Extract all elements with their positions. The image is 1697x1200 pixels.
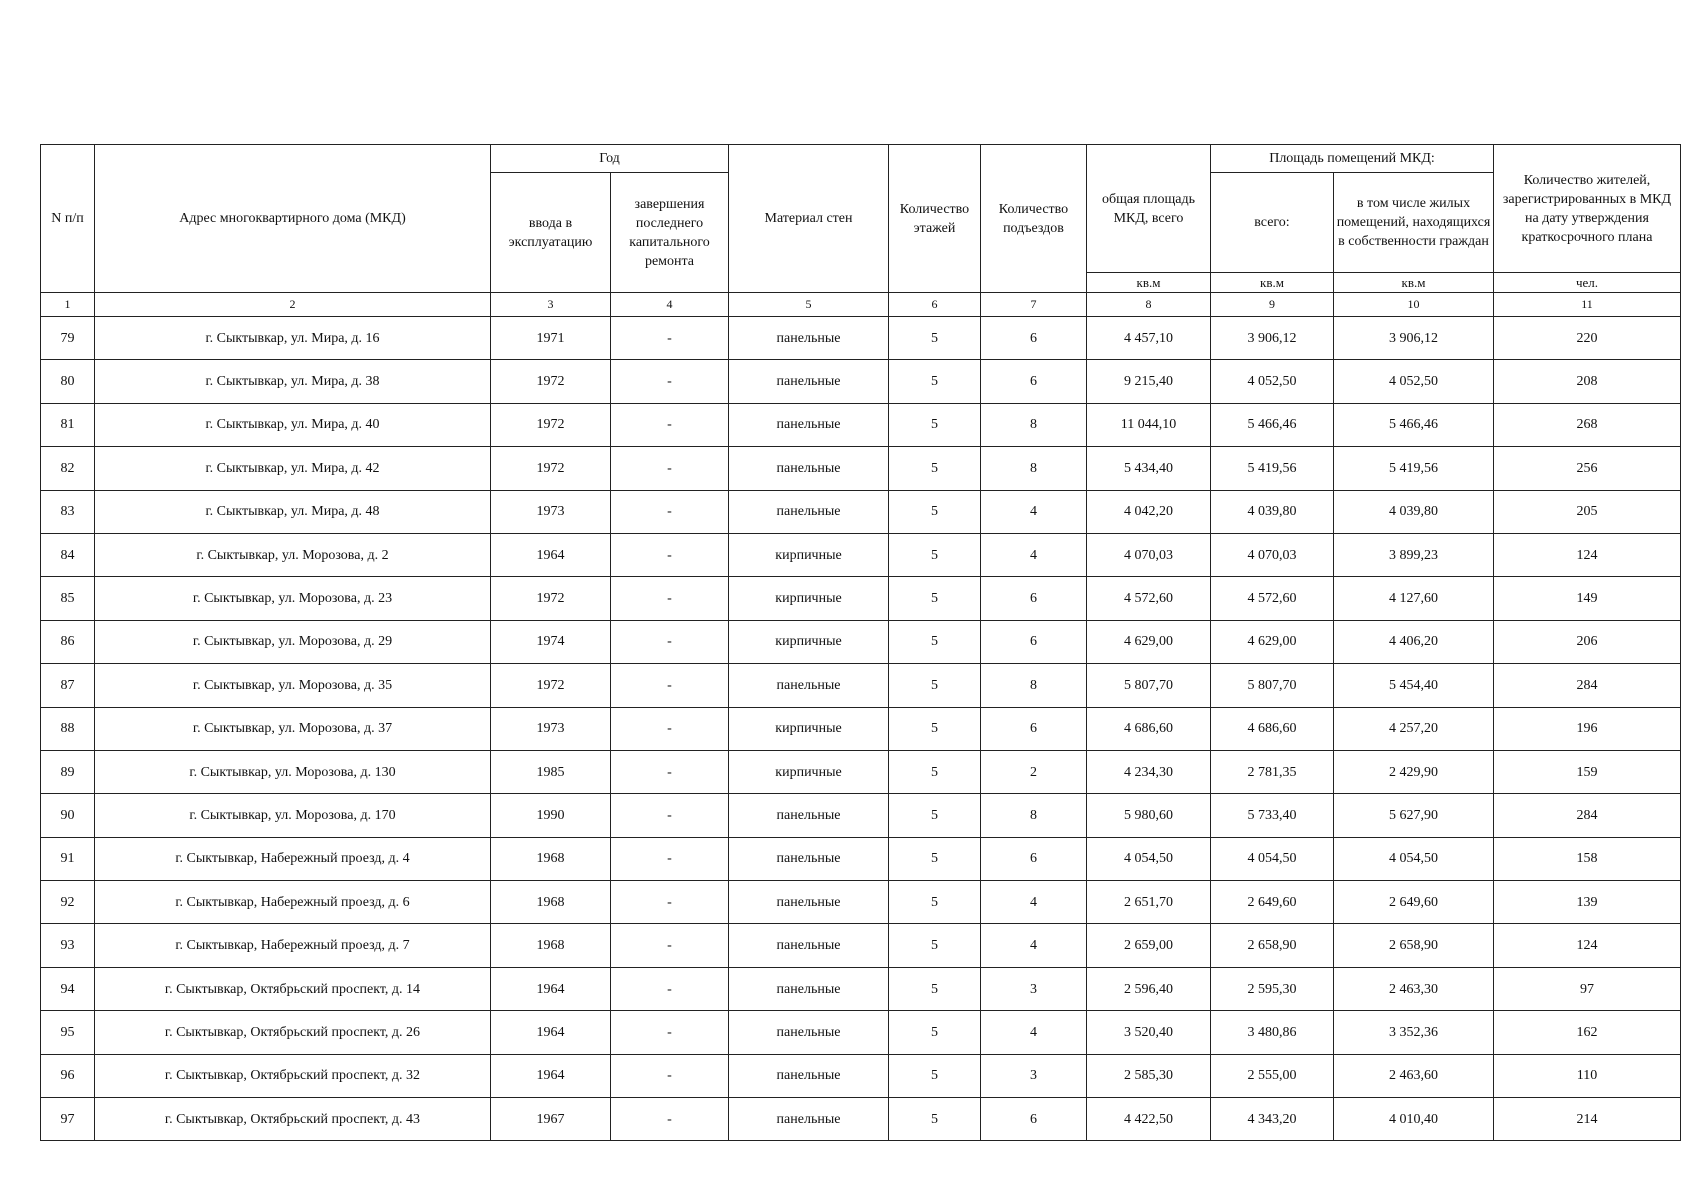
cell-premises-total: 3 480,86 <box>1211 1011 1334 1054</box>
cell-premises-total: 2 658,90 <box>1211 924 1334 967</box>
cell-premises-residential: 3 906,12 <box>1334 317 1494 360</box>
cell-total-area: 4 457,10 <box>1087 317 1211 360</box>
cell-year-commissioned: 1973 <box>491 707 611 750</box>
cell-premises-total: 4 629,00 <box>1211 620 1334 663</box>
cell-address: г. Сыктывкар, ул. Морозова, д. 170 <box>95 794 491 837</box>
cell-wall-material: панельные <box>729 360 889 403</box>
cell-premises-residential: 5 627,90 <box>1334 794 1494 837</box>
cell-entrances: 4 <box>981 533 1087 576</box>
column-number: 5 <box>729 293 889 317</box>
table-row <box>41 1098 1681 1141</box>
column-number: 9 <box>1211 293 1334 317</box>
column-number: 2 <box>95 293 491 317</box>
cell-num: 95 <box>41 1011 95 1054</box>
cell-premises-residential: 2 463,30 <box>1334 967 1494 1010</box>
cell-premises-residential: 4 054,50 <box>1334 837 1494 880</box>
cell-premises-total: 4 052,50 <box>1211 360 1334 403</box>
cell-year-last-repair: - <box>611 881 729 924</box>
cell-total-area: 2 585,30 <box>1087 1054 1211 1097</box>
table-row <box>41 1011 1681 1054</box>
cell-year-last-repair: - <box>611 664 729 707</box>
cell-total-area: 5 980,60 <box>1087 794 1211 837</box>
cell-wall-material: панельные <box>729 447 889 490</box>
cell-entrances: 6 <box>981 360 1087 403</box>
cell-premises-total: 4 054,50 <box>1211 837 1334 880</box>
cell-residents: 159 <box>1494 750 1681 793</box>
table-header <box>41 145 1681 317</box>
cell-wall-material: кирпичные <box>729 577 889 620</box>
cell-total-area: 4 629,00 <box>1087 620 1211 663</box>
cell-total-area: 2 596,40 <box>1087 967 1211 1010</box>
cell-premises-residential: 5 419,56 <box>1334 447 1494 490</box>
cell-floors: 5 <box>889 881 981 924</box>
cell-residents: 196 <box>1494 707 1681 750</box>
cell-num: 81 <box>41 403 95 446</box>
cell-floors: 5 <box>889 360 981 403</box>
cell-floors: 5 <box>889 794 981 837</box>
table-row <box>41 1054 1681 1097</box>
cell-address: г. Сыктывкар, ул. Морозова, д. 37 <box>95 707 491 750</box>
header-address: Адрес многоквартирного дома (МКД) <box>95 145 491 293</box>
cell-total-area: 4 422,50 <box>1087 1098 1211 1141</box>
cell-total-area: 11 044,10 <box>1087 403 1211 446</box>
cell-floors: 5 <box>889 533 981 576</box>
cell-floors: 5 <box>889 490 981 533</box>
header-floors: Количество этажей <box>889 145 981 293</box>
cell-premises-residential: 5 454,40 <box>1334 664 1494 707</box>
cell-year-last-repair: - <box>611 533 729 576</box>
table-row <box>41 924 1681 967</box>
cell-year-last-repair: - <box>611 577 729 620</box>
cell-premises-total: 3 906,12 <box>1211 317 1334 360</box>
cell-address: г. Сыктывкар, Октябрьский проспект, д. 43 <box>95 1098 491 1141</box>
cell-address: г. Сыктывкар, Октябрьский проспект, д. 14 <box>95 967 491 1010</box>
cell-total-area: 4 042,20 <box>1087 490 1211 533</box>
header-residents: Количество жителей, зарегистрированных в МКД на дату утверждения краткосрочного плана <box>1494 145 1681 273</box>
cell-address: г. Сыктывкар, ул. Морозова, д. 130 <box>95 750 491 793</box>
cell-year-commissioned: 1964 <box>491 1011 611 1054</box>
cell-num: 82 <box>41 447 95 490</box>
header-total-area: общая площадь МКД, всего <box>1087 145 1211 273</box>
table-row <box>41 490 1681 533</box>
cell-entrances: 8 <box>981 447 1087 490</box>
header-year-group: Год <box>491 145 729 173</box>
cell-residents: 214 <box>1494 1098 1681 1141</box>
cell-premises-total: 4 686,60 <box>1211 707 1334 750</box>
column-number: 1 <box>41 293 95 317</box>
cell-total-area: 2 651,70 <box>1087 881 1211 924</box>
table-row <box>41 794 1681 837</box>
cell-floors: 5 <box>889 924 981 967</box>
cell-year-last-repair: - <box>611 360 729 403</box>
cell-num: 94 <box>41 967 95 1010</box>
cell-address: г. Сыктывкар, ул. Мира, д. 16 <box>95 317 491 360</box>
cell-total-area: 5 807,70 <box>1087 664 1211 707</box>
cell-wall-material: панельные <box>729 1011 889 1054</box>
cell-premises-total: 4 572,60 <box>1211 577 1334 620</box>
cell-wall-material: панельные <box>729 490 889 533</box>
cell-floors: 5 <box>889 317 981 360</box>
cell-wall-material: панельные <box>729 664 889 707</box>
table-row <box>41 881 1681 924</box>
cell-entrances: 3 <box>981 967 1087 1010</box>
cell-year-commissioned: 1964 <box>491 533 611 576</box>
header-num: N п/п <box>41 145 95 293</box>
cell-residents: 206 <box>1494 620 1681 663</box>
cell-num: 91 <box>41 837 95 880</box>
cell-num: 88 <box>41 707 95 750</box>
unit-premises-total: кв.м <box>1211 273 1334 293</box>
cell-residents: 268 <box>1494 403 1681 446</box>
column-number: 8 <box>1087 293 1211 317</box>
housing-register-table <box>40 144 1681 1141</box>
cell-num: 90 <box>41 794 95 837</box>
cell-year-commissioned: 1972 <box>491 403 611 446</box>
cell-residents: 110 <box>1494 1054 1681 1097</box>
cell-wall-material: панельные <box>729 881 889 924</box>
cell-premises-residential: 4 257,20 <box>1334 707 1494 750</box>
cell-address: г. Сыктывкар, ул. Морозова, д. 35 <box>95 664 491 707</box>
cell-year-commissioned: 1972 <box>491 447 611 490</box>
table-row <box>41 620 1681 663</box>
cell-total-area: 3 520,40 <box>1087 1011 1211 1054</box>
cell-residents: 208 <box>1494 360 1681 403</box>
cell-residents: 97 <box>1494 967 1681 1010</box>
cell-premises-total: 2 781,35 <box>1211 750 1334 793</box>
cell-year-last-repair: - <box>611 967 729 1010</box>
cell-num: 85 <box>41 577 95 620</box>
cell-address: г. Сыктывкар, ул. Мира, д. 38 <box>95 360 491 403</box>
cell-residents: 124 <box>1494 924 1681 967</box>
cell-floors: 5 <box>889 707 981 750</box>
column-number: 10 <box>1334 293 1494 317</box>
table-row <box>41 837 1681 880</box>
cell-year-last-repair: - <box>611 447 729 490</box>
table-row <box>41 664 1681 707</box>
table-body <box>41 317 1681 1141</box>
cell-total-area: 4 234,30 <box>1087 750 1211 793</box>
table-row <box>41 577 1681 620</box>
cell-year-commissioned: 1974 <box>491 620 611 663</box>
table-row <box>41 750 1681 793</box>
cell-wall-material: кирпичные <box>729 620 889 663</box>
cell-entrances: 6 <box>981 620 1087 663</box>
cell-address: г. Сыктывкар, ул. Мира, д. 42 <box>95 447 491 490</box>
cell-entrances: 4 <box>981 881 1087 924</box>
header-year-commissioned: ввода в эксплуатацию <box>491 173 611 293</box>
cell-num: 84 <box>41 533 95 576</box>
cell-entrances: 3 <box>981 1054 1087 1097</box>
cell-residents: 124 <box>1494 533 1681 576</box>
cell-premises-residential: 2 463,60 <box>1334 1054 1494 1097</box>
cell-residents: 162 <box>1494 1011 1681 1054</box>
cell-residents: 284 <box>1494 664 1681 707</box>
cell-premises-residential: 3 352,36 <box>1334 1011 1494 1054</box>
cell-num: 86 <box>41 620 95 663</box>
column-number: 3 <box>491 293 611 317</box>
cell-premises-residential: 2 429,90 <box>1334 750 1494 793</box>
cell-year-commissioned: 1964 <box>491 967 611 1010</box>
cell-year-commissioned: 1972 <box>491 664 611 707</box>
cell-address: г. Сыктывкар, ул. Морозова, д. 29 <box>95 620 491 663</box>
cell-address: г. Сыктывкар, Октябрьский проспект, д. 26 <box>95 1011 491 1054</box>
cell-premises-total: 5 419,56 <box>1211 447 1334 490</box>
cell-year-last-repair: - <box>611 750 729 793</box>
cell-premises-total: 4 039,80 <box>1211 490 1334 533</box>
column-number-row <box>41 293 1681 317</box>
column-number: 4 <box>611 293 729 317</box>
cell-num: 89 <box>41 750 95 793</box>
cell-premises-total: 5 466,46 <box>1211 403 1334 446</box>
table-row <box>41 967 1681 1010</box>
cell-total-area: 5 434,40 <box>1087 447 1211 490</box>
cell-total-area: 4 054,50 <box>1087 837 1211 880</box>
cell-year-last-repair: - <box>611 1098 729 1141</box>
cell-address: г. Сыктывкар, Набережный проезд, д. 4 <box>95 837 491 880</box>
cell-premises-residential: 2 658,90 <box>1334 924 1494 967</box>
cell-entrances: 2 <box>981 750 1087 793</box>
cell-residents: 158 <box>1494 837 1681 880</box>
cell-entrances: 8 <box>981 403 1087 446</box>
table-row <box>41 707 1681 750</box>
header-entrances: Количество подъездов <box>981 145 1087 293</box>
cell-year-last-repair: - <box>611 837 729 880</box>
cell-premises-residential: 3 899,23 <box>1334 533 1494 576</box>
cell-entrances: 8 <box>981 794 1087 837</box>
cell-floors: 5 <box>889 750 981 793</box>
cell-floors: 5 <box>889 577 981 620</box>
cell-address: г. Сыктывкар, ул. Морозова, д. 23 <box>95 577 491 620</box>
cell-premises-residential: 4 039,80 <box>1334 490 1494 533</box>
cell-num: 83 <box>41 490 95 533</box>
column-number: 6 <box>889 293 981 317</box>
cell-premises-total: 2 555,00 <box>1211 1054 1334 1097</box>
cell-residents: 256 <box>1494 447 1681 490</box>
cell-total-area: 2 659,00 <box>1087 924 1211 967</box>
cell-year-commissioned: 1972 <box>491 577 611 620</box>
cell-year-commissioned: 1972 <box>491 360 611 403</box>
cell-year-commissioned: 1968 <box>491 881 611 924</box>
cell-floors: 5 <box>889 620 981 663</box>
table-row <box>41 533 1681 576</box>
cell-premises-total: 5 733,40 <box>1211 794 1334 837</box>
cell-total-area: 4 572,60 <box>1087 577 1211 620</box>
unit-residents: чел. <box>1494 273 1681 293</box>
cell-num: 80 <box>41 360 95 403</box>
cell-floors: 5 <box>889 1054 981 1097</box>
cell-address: г. Сыктывкар, Набережный проезд, д. 6 <box>95 881 491 924</box>
cell-premises-total: 5 807,70 <box>1211 664 1334 707</box>
cell-year-last-repair: - <box>611 794 729 837</box>
cell-wall-material: кирпичные <box>729 533 889 576</box>
cell-year-commissioned: 1971 <box>491 317 611 360</box>
cell-entrances: 4 <box>981 924 1087 967</box>
cell-floors: 5 <box>889 664 981 707</box>
cell-wall-material: панельные <box>729 837 889 880</box>
cell-entrances: 8 <box>981 664 1087 707</box>
cell-floors: 5 <box>889 1011 981 1054</box>
table-row <box>41 447 1681 490</box>
cell-premises-total: 2 595,30 <box>1211 967 1334 1010</box>
cell-year-last-repair: - <box>611 1011 729 1054</box>
cell-floors: 5 <box>889 447 981 490</box>
cell-floors: 5 <box>889 403 981 446</box>
cell-premises-residential: 4 010,40 <box>1334 1098 1494 1141</box>
cell-num: 96 <box>41 1054 95 1097</box>
cell-entrances: 4 <box>981 490 1087 533</box>
cell-wall-material: панельные <box>729 317 889 360</box>
cell-wall-material: панельные <box>729 967 889 1010</box>
cell-year-last-repair: - <box>611 620 729 663</box>
cell-num: 92 <box>41 881 95 924</box>
cell-year-commissioned: 1990 <box>491 794 611 837</box>
cell-year-last-repair: - <box>611 317 729 360</box>
cell-floors: 5 <box>889 967 981 1010</box>
cell-year-commissioned: 1973 <box>491 490 611 533</box>
cell-wall-material: кирпичные <box>729 750 889 793</box>
cell-entrances: 6 <box>981 707 1087 750</box>
cell-wall-material: панельные <box>729 794 889 837</box>
cell-address: г. Сыктывкар, Октябрьский проспект, д. 32 <box>95 1054 491 1097</box>
cell-premises-residential: 4 052,50 <box>1334 360 1494 403</box>
column-number: 11 <box>1494 293 1681 317</box>
table-row <box>41 403 1681 446</box>
cell-total-area: 4 686,60 <box>1087 707 1211 750</box>
cell-address: г. Сыктывкар, Набережный проезд, д. 7 <box>95 924 491 967</box>
cell-entrances: 6 <box>981 837 1087 880</box>
cell-total-area: 4 070,03 <box>1087 533 1211 576</box>
cell-num: 79 <box>41 317 95 360</box>
cell-year-last-repair: - <box>611 490 729 533</box>
cell-wall-material: панельные <box>729 1098 889 1141</box>
cell-premises-total: 2 649,60 <box>1211 881 1334 924</box>
header-wall-material: Материал стен <box>729 145 889 293</box>
cell-wall-material: панельные <box>729 924 889 967</box>
cell-year-last-repair: - <box>611 924 729 967</box>
cell-premises-total: 4 070,03 <box>1211 533 1334 576</box>
cell-premises-residential: 2 649,60 <box>1334 881 1494 924</box>
header-year-last-repair: завершения последнего капитального ремонта <box>611 173 729 293</box>
cell-residents: 284 <box>1494 794 1681 837</box>
cell-entrances: 6 <box>981 577 1087 620</box>
table-row <box>41 317 1681 360</box>
unit-premises-residential: кв.м <box>1334 273 1494 293</box>
cell-floors: 5 <box>889 1098 981 1141</box>
cell-entrances: 6 <box>981 1098 1087 1141</box>
header-premises-group: Площадь помещений МКД: <box>1211 145 1494 173</box>
cell-total-area: 9 215,40 <box>1087 360 1211 403</box>
cell-floors: 5 <box>889 837 981 880</box>
cell-entrances: 6 <box>981 317 1087 360</box>
cell-num: 87 <box>41 664 95 707</box>
cell-address: г. Сыктывкар, ул. Мира, д. 40 <box>95 403 491 446</box>
cell-premises-residential: 4 127,60 <box>1334 577 1494 620</box>
cell-residents: 220 <box>1494 317 1681 360</box>
column-number: 7 <box>981 293 1087 317</box>
cell-year-commissioned: 1985 <box>491 750 611 793</box>
cell-premises-total: 4 343,20 <box>1211 1098 1334 1141</box>
cell-entrances: 4 <box>981 1011 1087 1054</box>
cell-num: 93 <box>41 924 95 967</box>
cell-wall-material: кирпичные <box>729 707 889 750</box>
cell-address: г. Сыктывкар, ул. Морозова, д. 2 <box>95 533 491 576</box>
cell-address: г. Сыктывкар, ул. Мира, д. 48 <box>95 490 491 533</box>
cell-residents: 205 <box>1494 490 1681 533</box>
cell-year-commissioned: 1968 <box>491 924 611 967</box>
cell-premises-residential: 5 466,46 <box>1334 403 1494 446</box>
header-premises-residential: в том числе жилых помещений, находящихся в собственности граждан <box>1334 173 1494 273</box>
cell-year-last-repair: - <box>611 1054 729 1097</box>
cell-year-commissioned: 1968 <box>491 837 611 880</box>
cell-year-last-repair: - <box>611 403 729 446</box>
cell-year-commissioned: 1967 <box>491 1098 611 1141</box>
cell-num: 97 <box>41 1098 95 1141</box>
cell-wall-material: панельные <box>729 403 889 446</box>
unit-total-area: кв.м <box>1087 273 1211 293</box>
cell-wall-material: панельные <box>729 1054 889 1097</box>
cell-residents: 139 <box>1494 881 1681 924</box>
table-row <box>41 360 1681 403</box>
cell-year-commissioned: 1964 <box>491 1054 611 1097</box>
cell-residents: 149 <box>1494 577 1681 620</box>
cell-premises-residential: 4 406,20 <box>1334 620 1494 663</box>
header-premises-total: всего: <box>1211 173 1334 273</box>
cell-year-last-repair: - <box>611 707 729 750</box>
